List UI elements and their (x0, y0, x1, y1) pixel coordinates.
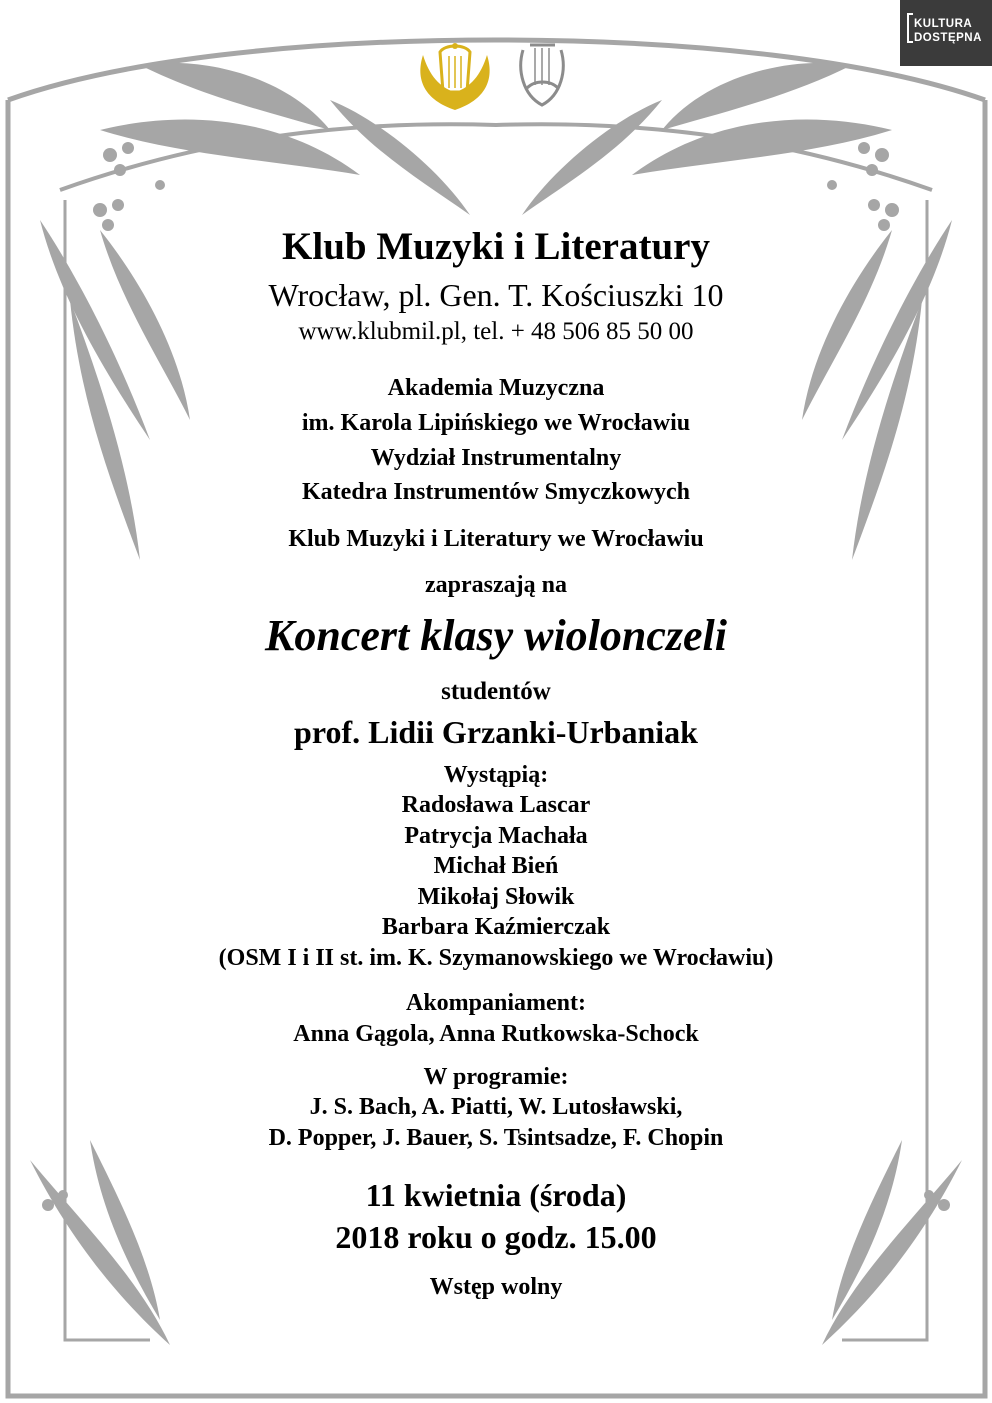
badge-bracket (907, 13, 913, 43)
event-date: 11 kwietnia (środa) (365, 1177, 627, 1213)
event-time: 2018 roku o godz. 15.00 (335, 1219, 657, 1255)
kmil-lyre-logo (415, 40, 495, 112)
lyre-logo (515, 40, 570, 110)
invite-text: zapraszają na (425, 572, 567, 598)
performer-2: Patrycja Machała (404, 823, 588, 849)
organizer-line-1: Akademia Muzyczna (387, 375, 605, 401)
performers-label: Wystąpią: (443, 762, 549, 788)
kultura-dostepna-badge (900, 0, 992, 66)
organizer-line-2: im. Karola Lipińskiego we Wrocławiu (301, 410, 691, 436)
leaf-top-left-3 (330, 100, 470, 215)
program-line-1: J. S. Bach, A. Piatti, W. Lutosławski, (309, 1094, 683, 1120)
organizer-line-3: Wydział Instrumentalny (370, 445, 622, 471)
event-title: Koncert klasy wiolonczeli (265, 611, 727, 660)
professor-name: prof. Lidii Grzanki-Urbaniak (294, 714, 698, 750)
performer-1: Radosława Lascar (401, 792, 591, 818)
badge-line1: KULTURA (914, 18, 973, 30)
students-label: studentów (441, 678, 551, 705)
club-contact: www.klubmil.pl, tel. + 48 506 85 50 00 (298, 318, 694, 345)
leaf-bottom-left-1 (30, 1160, 170, 1345)
performer-3: Michał Bień (433, 853, 559, 879)
club-address: Wrocław, pl. Gen. T. Kościuszki 10 (268, 277, 724, 313)
organizer-line-4: Katedra Instrumentów Smyczkowych (302, 479, 690, 505)
admission-text: Wstęp wolny (429, 1274, 563, 1300)
performer-4: Mikołaj Słowik (417, 884, 575, 910)
performer-5: Barbara Kaźmierczak (381, 914, 611, 940)
club-name: Klub Muzyki i Literatury (282, 225, 710, 268)
organizer-line-5: Klub Muzyki i Literatury we Wrocławiu (288, 526, 704, 552)
performers-note: (OSM I i II st. im. K. Szymanowskiego we Wrocławiu) (218, 945, 774, 971)
leaf-bottom-right-1 (822, 1160, 962, 1345)
program-label: W programie: (423, 1064, 569, 1090)
accompaniment-names: Anna Gągola, Anna Rutkowska-Schock (293, 1021, 699, 1047)
program-line-2: D. Popper, J. Bauer, S. Tsintsadze, F. Chopin (268, 1125, 724, 1151)
badge-line2: DOSTĘPNA (914, 32, 982, 44)
leaf-top-right-3 (522, 100, 662, 215)
accompaniment-label: Akompaniament: (405, 990, 586, 1016)
